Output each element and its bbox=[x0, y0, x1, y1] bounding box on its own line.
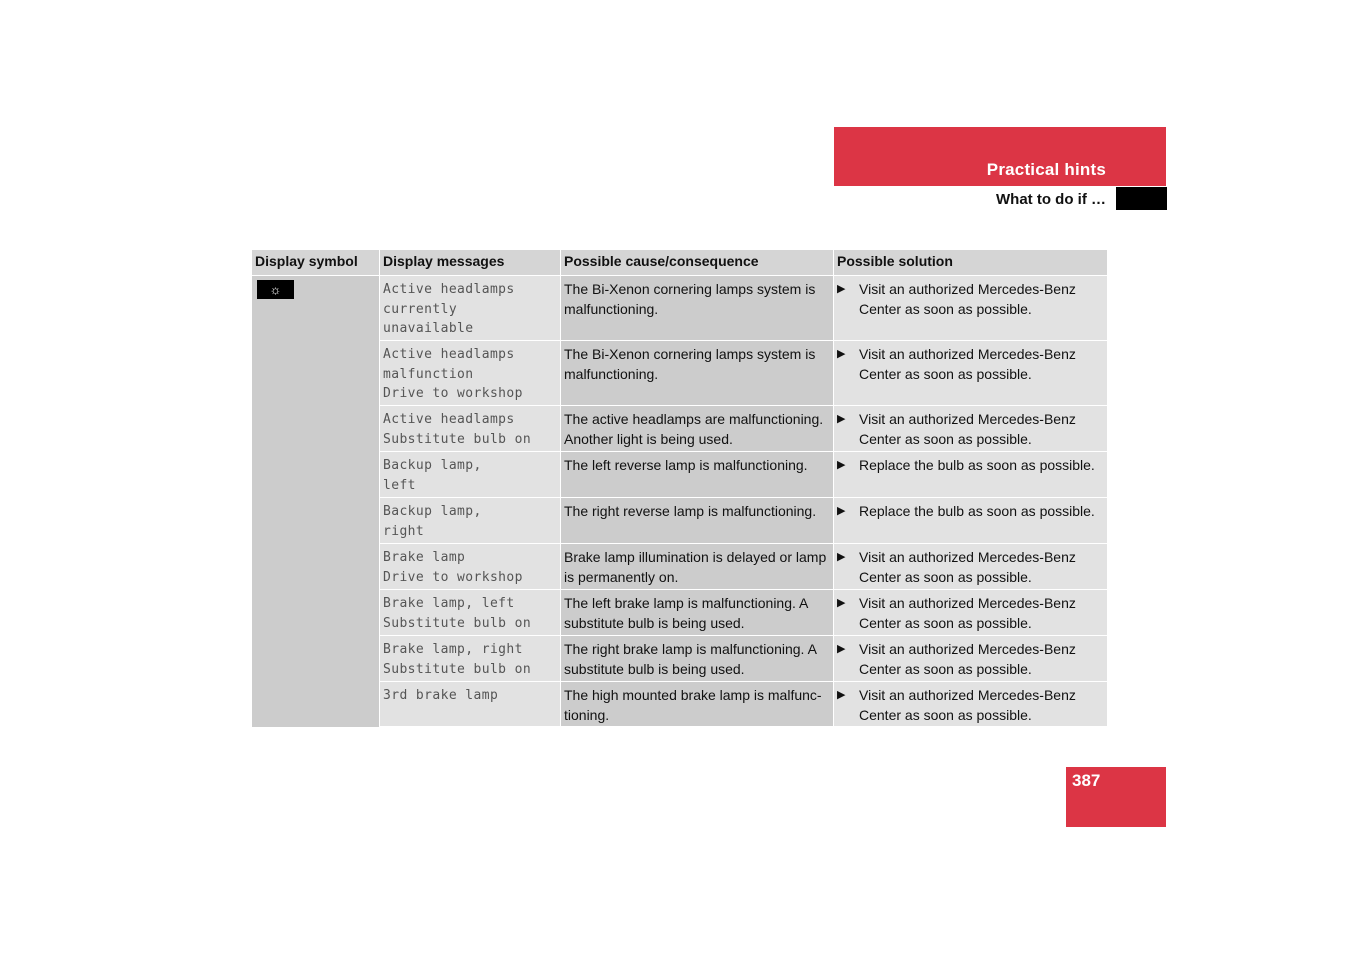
solution-text: Visit an authorized Mercedes-Benz Center as soon as possible. bbox=[859, 549, 1076, 585]
cause-cell: The right reverse lamp is malfunctioning. bbox=[561, 498, 834, 543]
bullet-triangle-icon: ▶ bbox=[837, 689, 846, 701]
display-message-cell bbox=[380, 544, 561, 589]
column-header: Display symbol bbox=[252, 250, 380, 275]
page-number-block bbox=[1066, 767, 1166, 827]
display-message-line: left bbox=[383, 477, 416, 493]
solution-text: Visit an authorized Mercedes-Benz Center as soon as possible. bbox=[859, 346, 1076, 382]
display-message-line: unavailable bbox=[383, 321, 474, 336]
display-message-line: Drive to workshop bbox=[383, 386, 523, 401]
lamp-icon: ☼ bbox=[257, 280, 294, 299]
solution-cell bbox=[834, 406, 1107, 451]
solution-cell bbox=[834, 636, 1107, 681]
solution-cell bbox=[834, 498, 1107, 543]
section-header-block bbox=[834, 127, 1166, 186]
display-symbol-cell bbox=[252, 276, 380, 727]
bullet-triangle-icon: ▶ bbox=[837, 348, 846, 360]
troubleshooting-table bbox=[252, 250, 1107, 727]
solution-cell bbox=[834, 276, 1107, 340]
display-message-cell bbox=[380, 682, 561, 726]
table-row bbox=[380, 406, 1107, 452]
display-message-cell bbox=[380, 341, 561, 405]
solution-cell bbox=[834, 341, 1107, 405]
bullet-triangle-icon: ▶ bbox=[837, 283, 846, 295]
column-header: Possible solution bbox=[834, 250, 1107, 275]
cause-cell: The active headlamps are malfunctioning. Another light is being used. bbox=[561, 406, 834, 451]
solution-text: Visit an authorized Mercedes-Benz Center as soon as possible. bbox=[859, 595, 1076, 631]
display-message-line: Active headlamps bbox=[383, 282, 515, 297]
solution-text: Replace the bulb as soon as possible. bbox=[859, 503, 1095, 519]
display-message-line: Backup lamp, bbox=[383, 504, 482, 519]
display-message-cell bbox=[380, 590, 561, 635]
table-row bbox=[380, 682, 1107, 727]
solution-cell bbox=[834, 682, 1107, 726]
display-message-line: Backup lamp, bbox=[383, 458, 482, 473]
display-message-line: right bbox=[383, 523, 425, 539]
table-row bbox=[380, 544, 1107, 590]
bullet-triangle-icon: ▶ bbox=[837, 551, 846, 563]
display-message-line: 3rd brake lamp bbox=[383, 688, 499, 703]
table-body bbox=[252, 276, 1107, 727]
table-header-row bbox=[252, 250, 1107, 276]
table-row bbox=[380, 590, 1107, 636]
display-message-line: Drive to workshop bbox=[383, 569, 523, 585]
solution-text: Visit an authorized Mercedes-Benz Center as soon as possible. bbox=[859, 411, 1076, 447]
bullet-triangle-icon: ▶ bbox=[837, 597, 846, 609]
display-message-line: Active headlamps bbox=[383, 347, 515, 362]
bullet-triangle-icon: ▶ bbox=[837, 413, 846, 425]
cause-cell: The right brake lamp is malfunctioning. A substitute bulb is being used. bbox=[561, 636, 834, 681]
display-message-line: Brake lamp, right bbox=[383, 642, 523, 657]
solution-cell bbox=[834, 544, 1107, 589]
display-message-cell bbox=[380, 406, 561, 451]
display-message-line: Substitute bulb on bbox=[383, 661, 532, 677]
table-rows bbox=[380, 276, 1107, 727]
solution-text: Visit an authorized Mercedes-Benz Center as soon as possible. bbox=[859, 281, 1076, 317]
display-message-line: currently bbox=[383, 301, 458, 317]
cause-cell: The high mounted brake lamp is malfunc-tioning. bbox=[561, 682, 834, 726]
subsection-title-wrap bbox=[834, 187, 1106, 210]
display-message-cell bbox=[380, 636, 561, 681]
solution-text: Visit an authorized Mercedes-Benz Center as soon as possible. bbox=[859, 687, 1076, 723]
solution-text: Visit an authorized Mercedes-Benz Center as soon as possible. bbox=[859, 641, 1076, 677]
subsection-title: What to do if … bbox=[996, 191, 1106, 208]
section-title: Practical hints bbox=[986, 160, 1106, 179]
bullet-triangle-icon: ▶ bbox=[837, 505, 846, 517]
cause-cell: The Bi-Xenon cornering lamps system is malfunctioning. bbox=[561, 341, 834, 405]
display-message-line: Brake lamp bbox=[383, 550, 466, 565]
solution-text: Replace the bulb as soon as possible. bbox=[859, 457, 1095, 473]
display-message-line: Substitute bulb on bbox=[383, 431, 532, 447]
table-row bbox=[380, 498, 1107, 544]
display-message-line: malfunction bbox=[383, 366, 474, 382]
display-message-line: Active headlamps bbox=[383, 412, 515, 427]
column-header: Display messages bbox=[380, 250, 561, 275]
table-row bbox=[380, 276, 1107, 341]
display-message-cell bbox=[380, 276, 561, 340]
page-number: 387 bbox=[1072, 771, 1101, 790]
display-message-line: Substitute bulb on bbox=[383, 615, 532, 631]
cause-cell: The left reverse lamp is malfunctioning. bbox=[561, 452, 834, 497]
display-message-cell bbox=[380, 498, 561, 543]
header-marker-bar bbox=[1116, 187, 1167, 210]
table-row bbox=[380, 341, 1107, 406]
display-message-line: Brake lamp, left bbox=[383, 596, 515, 611]
table-row bbox=[380, 452, 1107, 498]
solution-cell bbox=[834, 590, 1107, 635]
cause-cell: Brake lamp illumination is delayed or lamp is permanently on. bbox=[561, 544, 834, 589]
display-message-cell bbox=[380, 452, 561, 497]
cause-cell: The Bi-Xenon cornering lamps system is malfunctioning. bbox=[561, 276, 834, 340]
cause-cell: The left brake lamp is malfunctioning. A substitute bulb is being used. bbox=[561, 590, 834, 635]
column-header: Possible cause/consequence bbox=[561, 250, 834, 275]
bullet-triangle-icon: ▶ bbox=[837, 643, 846, 655]
bullet-triangle-icon: ▶ bbox=[837, 459, 846, 471]
solution-cell bbox=[834, 452, 1107, 497]
table-row bbox=[380, 636, 1107, 682]
